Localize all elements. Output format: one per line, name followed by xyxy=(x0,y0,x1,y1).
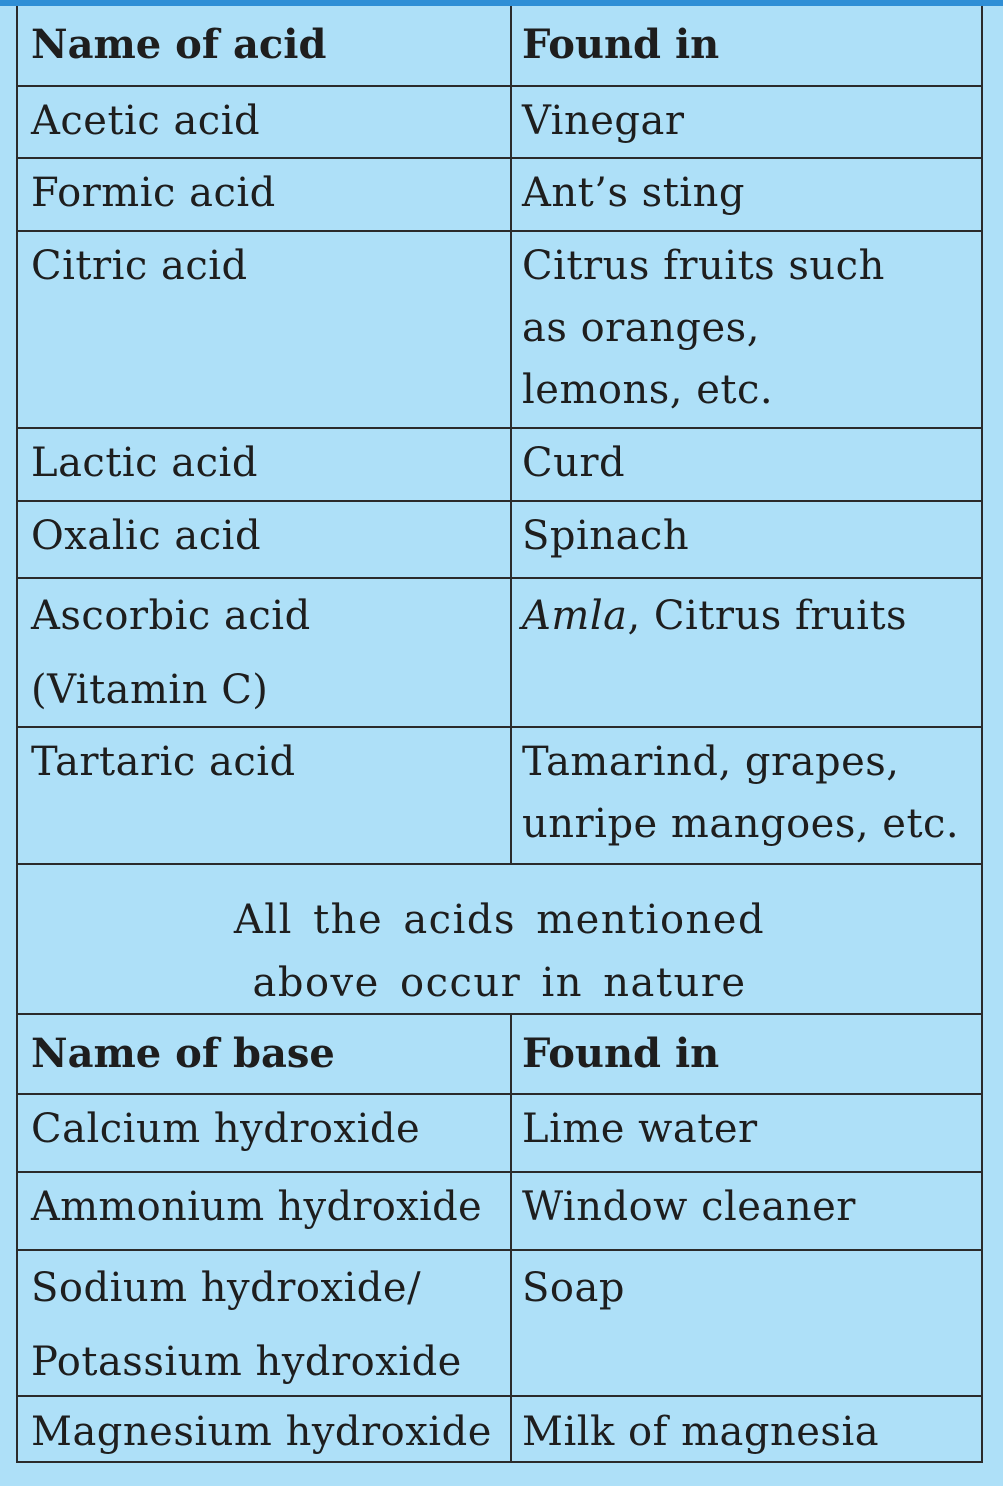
table-row xyxy=(18,1171,981,1249)
note-line: above occur in nature xyxy=(252,960,747,1006)
acid-name-cell xyxy=(18,579,512,726)
table-row xyxy=(18,1249,981,1395)
base-found-header: Found in xyxy=(522,1030,720,1077)
acid-found-cell: Ant’s sting xyxy=(522,170,745,216)
base-name-cell: Ammonium hydroxide xyxy=(18,1173,512,1249)
acid-name-cell: Citric acid xyxy=(18,232,512,427)
found-line: as oranges, xyxy=(522,305,760,351)
table-row xyxy=(18,157,981,230)
acid-found-cell xyxy=(512,232,981,427)
table-row xyxy=(18,230,981,427)
table-row xyxy=(18,577,981,726)
found-line: Citrus fruits such xyxy=(522,243,885,289)
acids-bases-table xyxy=(16,6,983,1463)
note-line: All the acids mentioned xyxy=(233,897,766,943)
found-rest: , Citrus fruits xyxy=(627,593,908,639)
name-line: Sodium hydroxide/ xyxy=(31,1265,422,1311)
base-name-header: Name of base xyxy=(18,1015,512,1093)
base-name-cell: Calcium hydroxide xyxy=(18,1095,512,1171)
acid-name-cell: Formic acid xyxy=(18,159,512,230)
base-found-cell: Milk of magnesia xyxy=(522,1409,880,1455)
acid-name-cell: Lactic acid xyxy=(18,429,512,500)
base-header-row xyxy=(18,1013,981,1093)
acid-found-cell xyxy=(512,579,981,726)
found-line: unripe mangoes, etc. xyxy=(522,801,960,847)
table-row xyxy=(18,427,981,500)
table-row xyxy=(18,1093,981,1171)
name-line: (Vitamin C) xyxy=(31,667,269,713)
base-found-cell: Soap xyxy=(522,1265,625,1311)
acid-header-row xyxy=(18,6,981,85)
note-row xyxy=(18,863,981,1013)
nature-note xyxy=(18,865,981,1021)
acid-found-cell: Spinach xyxy=(522,513,690,559)
acid-name-cell: Tartaric acid xyxy=(18,728,512,863)
name-line: Ascorbic acid xyxy=(31,593,311,639)
table-row xyxy=(18,500,981,577)
found-italic: Amla xyxy=(522,593,628,639)
base-found-cell: Window cleaner xyxy=(522,1184,856,1230)
acid-name-cell: Acetic acid xyxy=(18,87,512,157)
base-found-cell: Lime water xyxy=(522,1106,758,1152)
acid-found-header: Found in xyxy=(522,21,720,68)
base-name-cell: Magnesium hydroxide xyxy=(18,1397,512,1461)
table-row xyxy=(18,85,981,157)
acid-name-cell: Oxalic acid xyxy=(18,502,512,577)
found-line: Tamarind, grapes, xyxy=(522,739,900,785)
acid-found-cell: Vinegar xyxy=(522,98,685,144)
table-row xyxy=(18,726,981,863)
base-name-cell xyxy=(18,1251,512,1395)
acid-name-header: Name of acid xyxy=(18,6,512,85)
table-row xyxy=(18,1395,981,1461)
found-line: lemons, etc. xyxy=(522,367,774,413)
name-line: Potassium hydroxide xyxy=(31,1339,462,1385)
acid-found-cell xyxy=(512,728,981,863)
acid-found-cell: Curd xyxy=(522,440,626,486)
